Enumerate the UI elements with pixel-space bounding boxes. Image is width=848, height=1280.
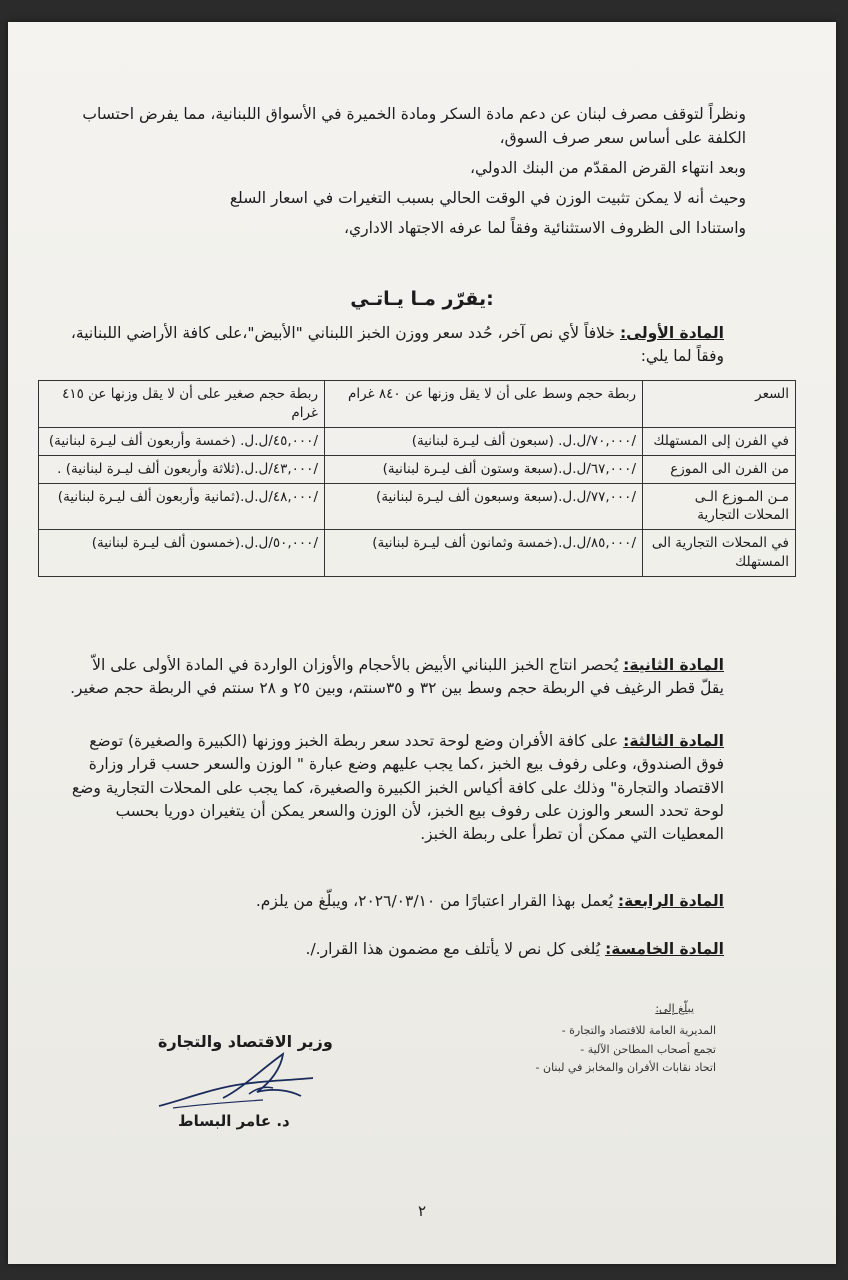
table-header: السعر: [643, 381, 796, 428]
minister-title: وزير الاقتصاد والتجارة: [158, 1032, 333, 1051]
article-3: [68, 730, 724, 846]
preamble-line: ونظراً لتوقف مصرف لبنان عن دعم مادة السكر ومادة الخميرة في الأسواق اللبنانية، مما يفرض احتساب الكلفة على أساس سعر صرف السوق،: [82, 105, 746, 148]
table-cell: /٤٨,٠٠٠/ل.ل.(ثمانية وأربعون ألف ليـرة لبنانية): [39, 483, 325, 530]
table-row: [39, 530, 796, 577]
table-cell: /٨٥,٠٠٠/ل.ل.(خمسة وثمانون ألف ليـرة لبنانية): [325, 530, 643, 577]
preamble-line: وحيث أنه لا يمكن تثبيت الوزن في الوقت الحالي بسبب التغيرات في اسعار السلع: [229, 189, 746, 208]
article-1-text: خلافاً لأي نص آخر، حُدد سعر ووزن الخبز اللبناني "الأبيض"،على كافة الأراضي اللبنانية، وفقاً لما يلي:: [70, 324, 724, 366]
document-page: [8, 22, 836, 1264]
decision-heading: يقرّر مـا يـاتـي:: [350, 288, 494, 310]
article-1: [68, 322, 724, 369]
article-2-text: يُحصر انتاج الخبز اللبناني الأبيض بالأحجام والأوزان الواردة في المادة الأولى على الاّ يقلّ قطر الرغيف في الربطة حجم وسط بين ٣٢ و ٣٥سنتم، وبين ٢٥ و ٢٨ سنتم في الربطة حجم صغير.: [70, 656, 724, 698]
table-cell: /٤٣,٠٠٠/ل.ل.(ثلاثة وأربعون ألف ليـرة لبنانية) .: [39, 455, 325, 483]
cc-item: المديرية العامة للاقتصاد والتجارة -: [536, 1022, 716, 1041]
article-2-heading: المادة الثانية:: [623, 656, 724, 674]
page-number: ٢: [418, 1202, 427, 1220]
table-cell: في الفرن إلى المستهلك: [643, 427, 796, 455]
table-row: [39, 455, 796, 483]
cc-item: تجمع أصحاب المطاحن الآلية -: [536, 1041, 716, 1060]
table-cell: /٧٠,٠٠٠/ل.ل. (سبعون ألف ليـرة لبنانية): [325, 427, 643, 455]
article-5-text: يُلغى كل نص لا يأتلف مع مضمون هذا القرار./.: [305, 940, 601, 958]
table-cell: /٥٠,٠٠٠/ل.ل.(خمسون ألف ليـرة لبنانية): [39, 530, 325, 577]
cc-list: [536, 1022, 716, 1078]
table-cell: من الفرن الى الموزع: [643, 455, 796, 483]
article-4-text: يُعمل بهذا القرار اعتبارًا من ٢٠٢٦/٠٣/١٠، ويبلّغ من يلزم.: [255, 892, 613, 910]
signature-icon: [153, 1048, 323, 1114]
table-header-row: [39, 381, 796, 428]
table-row: [39, 483, 796, 530]
price-table: [38, 380, 796, 577]
table-header: ربطة حجم وسط على أن لا يقل وزنها عن ٨٤٠ غرام: [325, 381, 643, 428]
minister-name: د. عامر البساط: [178, 1112, 290, 1130]
article-5-heading: المادة الخامسة:: [605, 940, 724, 958]
table-cell: /٤٥,٠٠٠/ل.ل. (خمسة وأربعون ألف ليـرة لبنانية): [39, 427, 325, 455]
cc-title: يبلّغ إلى:: [655, 1002, 694, 1015]
table-cell: مـن المـوزع الـى المحلات التجارية: [643, 483, 796, 530]
cc-item: اتحاد نقابات الأفران والمخابز في لبنان -: [536, 1059, 716, 1078]
table-cell: /٦٧,٠٠٠/ل.ل.(سبعة وستون ألف ليـرة لبنانية): [325, 455, 643, 483]
article-2: [68, 654, 724, 701]
article-3-text: على كافة الأفران وضع لوحة تحدد سعر ربطة الخبز ووزنها (الكبيرة والصغيرة) توضع فوق الصندوق، وعلى رفوف بيع الخبز ،كما يجب عليهم وضع عبارة " الوزن والسعر حسب قرار وزارة الاقتصاد والتجارة" وذلك على كافة أكياس الخبز الكبيرة والصغيرة، كما يجب على المحلات التجارية وضع لوحة تحدد السعر والوزن على رفوف بيع الخبز، لأن الوزن والسعر يمكن أن يتغيران دوريا بحسب المعطيات التي ممكن أن تطرأ على ربطة الخبز.: [71, 732, 724, 843]
article-4-heading: المادة الرابعة:: [617, 892, 724, 910]
preamble: [68, 102, 746, 246]
preamble-line: وبعد انتهاء القرض المقدّم من البنك الدولي،: [470, 159, 746, 178]
preamble-line: واستنادا الى الظروف الاستثنائية وفقاً لما عرفه الاجتهاد الاداري،: [343, 219, 746, 238]
article-5: [68, 938, 724, 961]
table-cell: /٧٧,٠٠٠/ل.ل.(سبعة وسبعون ألف ليـرة لبنانية): [325, 483, 643, 530]
table-row: [39, 427, 796, 455]
table-header: ربطة حجم صغير على أن لا يقل وزنها عن ٤١٥ غرام: [39, 381, 325, 428]
article-1-heading: المادة الأولى:: [619, 324, 724, 342]
article-4: [68, 890, 724, 913]
table-cell: في المحلات التجارية الى المستهلك: [643, 530, 796, 577]
article-3-heading: المادة الثالثة:: [623, 732, 724, 750]
